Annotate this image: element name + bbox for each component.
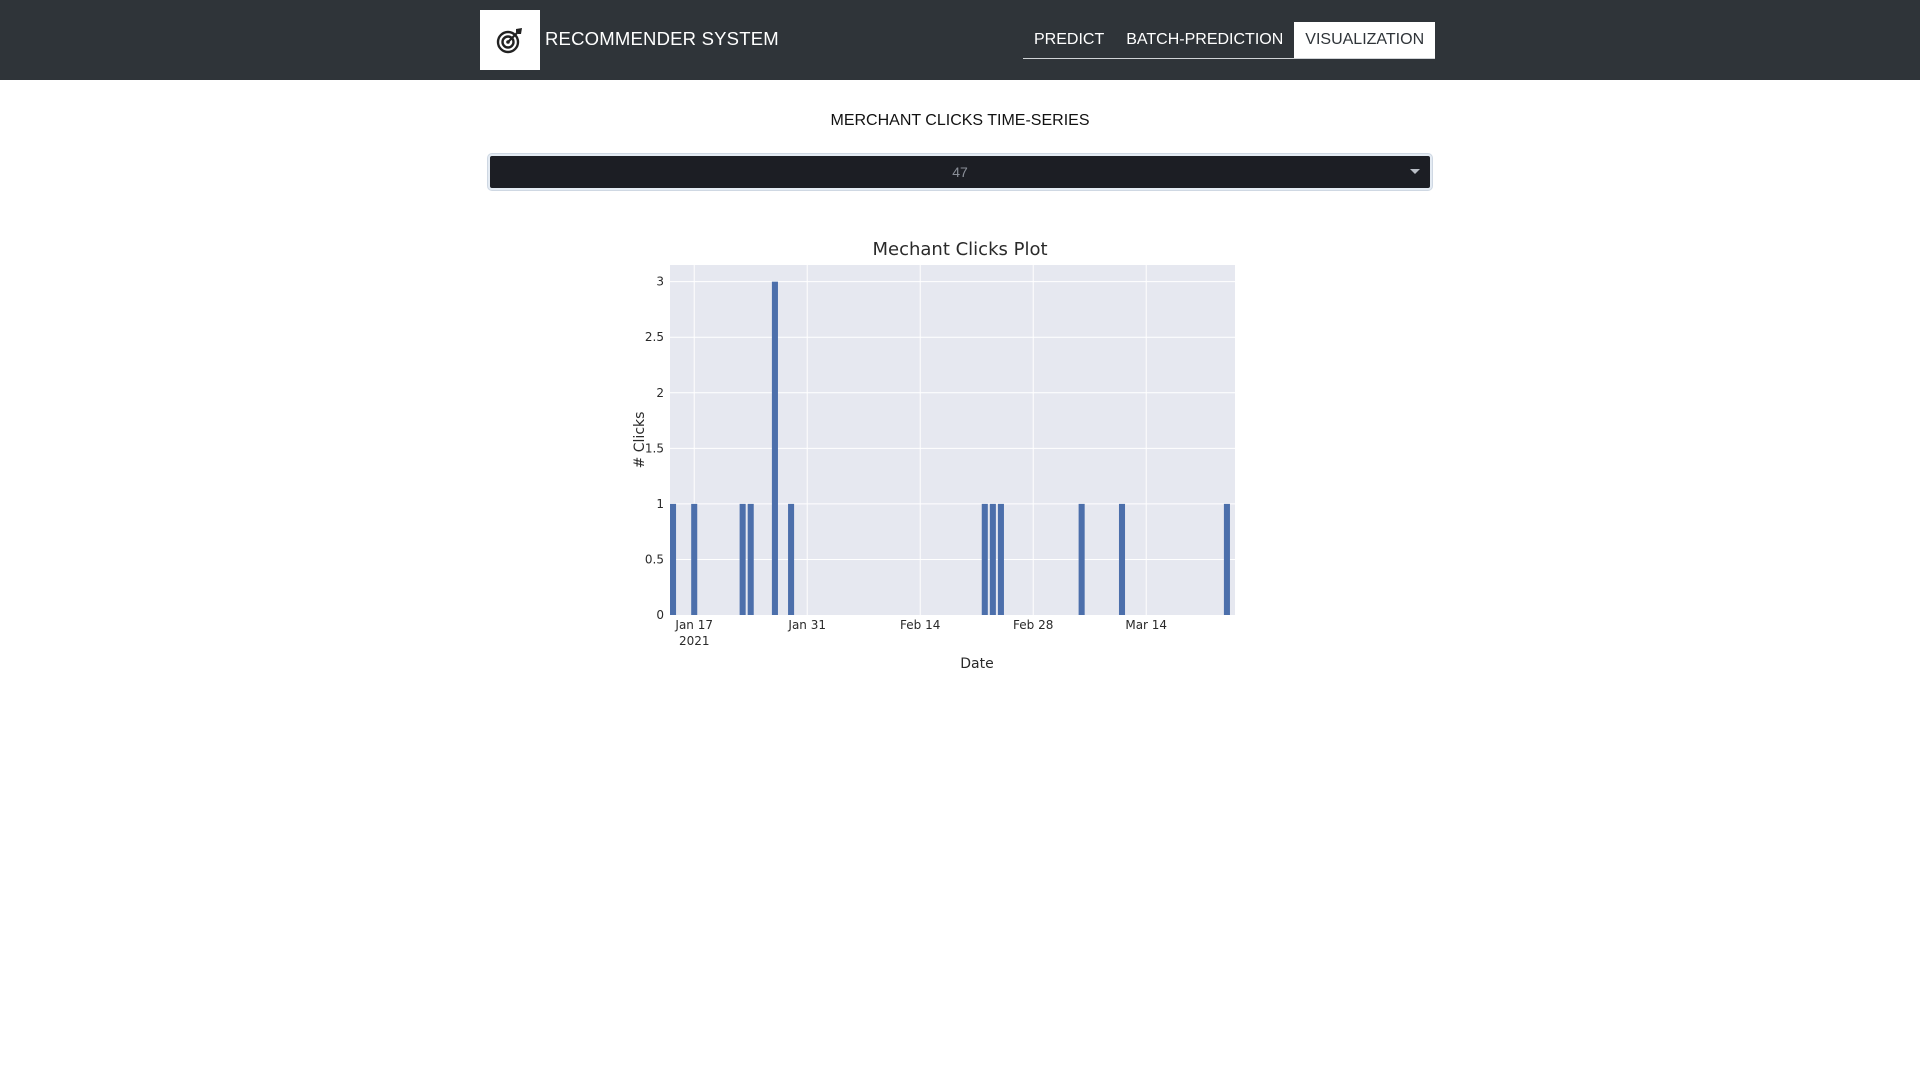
bar[interactable]	[1224, 504, 1230, 615]
chevron-down-icon[interactable]	[1410, 169, 1420, 174]
y-axis-label: # Clicks	[632, 411, 648, 469]
bar[interactable]	[691, 504, 697, 615]
top-navbar	[0, 0, 1920, 80]
y-tick-label: 1	[656, 496, 664, 511]
bar[interactable]	[998, 504, 1004, 615]
x-axis-label: Date	[960, 656, 994, 672]
bar[interactable]	[740, 504, 746, 615]
x-tick-label: Mar 14	[1125, 618, 1168, 632]
y-tick-label: 3	[656, 274, 664, 289]
main-nav	[1023, 22, 1435, 59]
section-title: MERCHANT CLICKS TIME-SERIES	[830, 112, 1090, 129]
x-tick-label: Feb 14	[900, 618, 941, 632]
y-tick-label: 0	[656, 608, 664, 622]
plot-area	[670, 265, 1235, 615]
x-tick-label: Jan 31	[788, 618, 827, 632]
x-tick-label: Feb 28	[1013, 618, 1054, 632]
chart-title: Mechant Clicks Plot	[872, 239, 1048, 260]
bar[interactable]	[990, 504, 996, 615]
x-tick-sublabel: 2021	[678, 634, 710, 648]
merchant-clicks-chart	[620, 225, 1300, 685]
merchant-select[interactable]	[488, 154, 1432, 190]
bar[interactable]	[772, 282, 778, 615]
y-tick-label: 1.5	[644, 441, 664, 456]
nav-predict[interactable]: PREDICT	[1034, 31, 1105, 48]
app-title: RECOMMENDER SYSTEM	[545, 28, 779, 49]
bar[interactable]	[670, 504, 676, 615]
bar[interactable]	[1079, 504, 1085, 615]
target-icon	[496, 26, 524, 54]
bar[interactable]	[788, 504, 794, 615]
y-tick-label: 2.5	[644, 330, 664, 345]
x-tick-labels	[674, 618, 1167, 648]
nav-visualization[interactable]: VISUALIZATION	[1294, 22, 1435, 58]
x-tick-label: Jan 17	[675, 618, 714, 632]
y-tick-label: 0.5	[644, 552, 664, 567]
logo[interactable]	[480, 10, 540, 70]
bar[interactable]	[748, 504, 754, 615]
brand[interactable]	[480, 10, 779, 70]
nav-batch-prediction[interactable]: BATCH-PREDICTION	[1126, 31, 1284, 48]
bar[interactable]	[1119, 504, 1125, 615]
y-tick-label: 2	[656, 385, 664, 400]
bar[interactable]	[982, 504, 988, 615]
merchant-select-value: 47	[952, 164, 968, 180]
